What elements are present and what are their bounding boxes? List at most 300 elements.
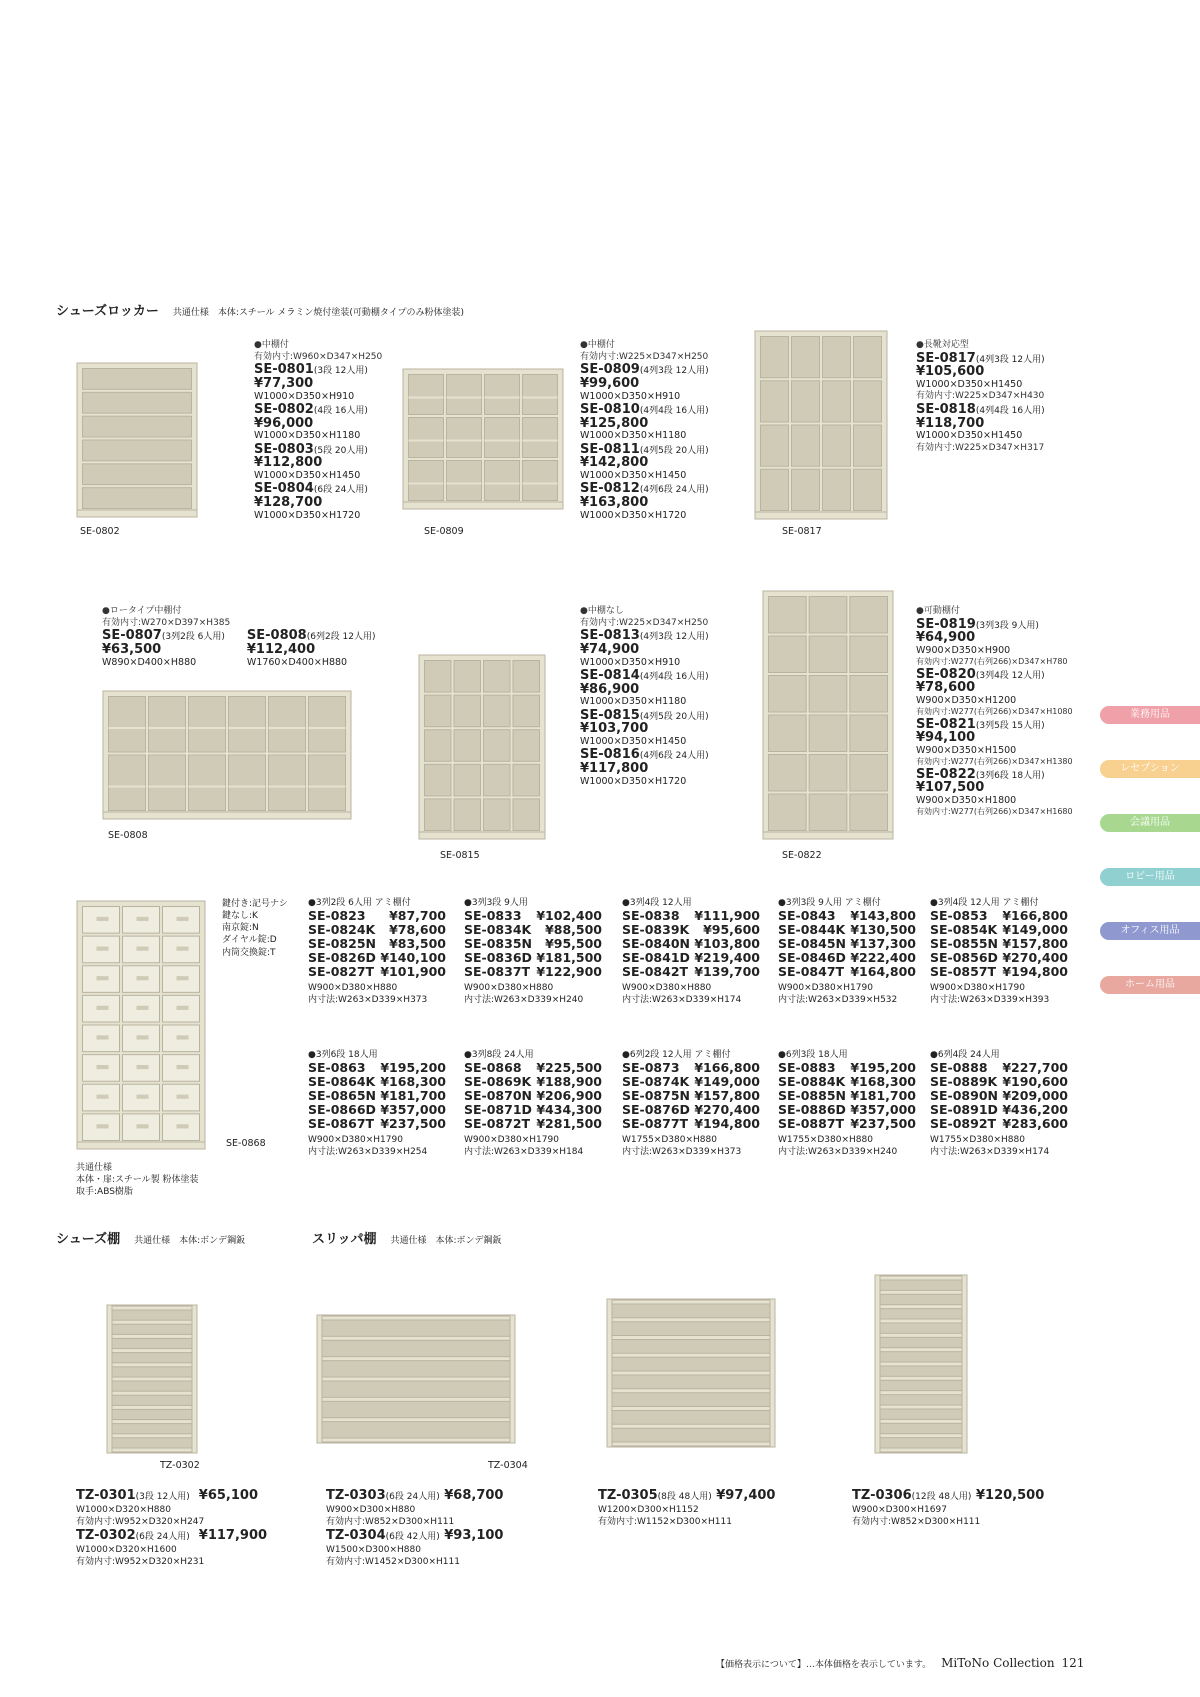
door-handle [177, 1065, 189, 1069]
door-handle [137, 1124, 149, 1128]
shelf-board [112, 1434, 192, 1438]
grid-price-row [308, 1117, 446, 1131]
product-sub: (3段 12人用) [135, 1492, 190, 1502]
product-dim: W1000×D350×H1720 [580, 509, 687, 521]
grid-item-head: ●3列6段 18人用 [308, 1050, 378, 1060]
caption-se-0817: SE-0817 [782, 526, 822, 537]
grid-item-head: ●3列8段 24人用 [464, 1050, 534, 1060]
grid-price: ¥139,700 [694, 964, 760, 980]
grid-price: ¥78,600 [389, 922, 446, 938]
door-handle [97, 1095, 109, 1099]
group-note: ●中棚付 [254, 340, 289, 350]
grid-item-head: ●3列4段 12人用 アミ棚付 [930, 898, 1039, 908]
door-handle [177, 1124, 189, 1128]
product-dim: W1000×D350×H910 [580, 656, 681, 668]
product-image-tz-0302 [106, 1304, 198, 1454]
cabinet-cell [425, 799, 452, 831]
product-sub: (4列6段 24人用) [639, 751, 709, 762]
group-se-0807-0808 [102, 606, 376, 669]
shelf-board [322, 1377, 510, 1381]
product-dim: W1000×D350×H1720 [254, 509, 361, 521]
cabinet-cell [792, 425, 820, 466]
cabinet-cell [513, 661, 540, 693]
grid-price: ¥137,300 [850, 936, 916, 952]
grid-code: SE-0846D [778, 950, 846, 966]
product-entry [916, 668, 1073, 718]
cabinet-cell [484, 764, 511, 796]
grid-code: SE-0844K [778, 922, 846, 938]
tab-home[interactable]: ホーム用品 [1100, 976, 1200, 994]
grid-price: ¥225,500 [536, 1060, 602, 1076]
door-handle [177, 1095, 189, 1099]
product-price: ¥112,800 [254, 455, 323, 471]
grid-code: SE-0841D [622, 950, 690, 966]
grid-price-row [622, 937, 760, 951]
shelf-board [112, 1405, 192, 1409]
product-price: ¥163,800 [580, 494, 649, 510]
mid-shelf [409, 440, 444, 442]
product-inner-size: 有効内寸:W277(右列266)×D347×H1380 [916, 757, 1073, 767]
product-entry [102, 629, 225, 669]
product-entry [247, 629, 376, 669]
product-entry [580, 669, 709, 709]
product-sub: (6段 42人用) [385, 1532, 440, 1543]
product-dim: W1000×D350×H1180 [580, 696, 687, 708]
mid-shelf [523, 440, 558, 442]
shelf-board [880, 1305, 962, 1309]
product-dim: W900×D300×H880 [326, 1504, 416, 1515]
product-image-se-0809 [402, 368, 564, 510]
grid-code: SE-0884K [778, 1074, 846, 1090]
shelf-board [880, 1348, 962, 1352]
cabinet-cell [854, 381, 882, 422]
shelf-board [612, 1318, 770, 1322]
caption-se-0815: SE-0815 [440, 850, 480, 861]
product-code: SE-0818 [916, 402, 976, 417]
grid-price-row [622, 1117, 760, 1131]
shelf-side-left [607, 1299, 612, 1447]
cabinet-cell [850, 794, 888, 831]
grid-price: ¥157,800 [1002, 936, 1068, 952]
cabinet-cell [809, 794, 847, 831]
product-code: SE-0811 [580, 441, 640, 457]
cabinet-cell [761, 381, 789, 422]
grid-price: ¥188,900 [536, 1074, 602, 1090]
product-price: ¥86,900 [580, 681, 640, 697]
cabinet-cell [269, 697, 306, 753]
cabinet-cell [523, 375, 558, 415]
mid-shelf [109, 727, 146, 729]
shelf-board [112, 1334, 192, 1338]
product-code: TZ-0306 [852, 1488, 912, 1503]
product-code: SE-0810 [580, 402, 640, 417]
shelf-board [880, 1362, 962, 1366]
cabinet-cell [83, 416, 192, 437]
legend-item: 南京錠:N [222, 923, 259, 934]
group-se-0819-0822 [916, 606, 1073, 818]
grid-code: SE-0843 [778, 908, 836, 924]
mid-shelf [189, 786, 226, 788]
cabinet-cell [484, 695, 511, 727]
grid-code: SE-0883 [778, 1060, 836, 1076]
grid-price-row [930, 937, 1068, 951]
grid-price-row [308, 1089, 446, 1103]
grid-code: SE-0855N [930, 936, 998, 952]
section-spec: 共通仕様 本体:ボンデ鋼鈑 [390, 1236, 502, 1246]
cabinet-cell [769, 755, 807, 792]
product-entry [76, 1488, 267, 1528]
grid-price-row [622, 909, 760, 923]
shelf-board [880, 1276, 962, 1280]
grid-price: ¥88,500 [545, 922, 602, 938]
grid-item-head: ●3列3段 9人用 [464, 898, 528, 908]
caption-se-0808: SE-0808 [108, 830, 148, 841]
cabinet-cell [769, 794, 807, 831]
mid-shelf [485, 440, 520, 442]
cabinet-cell [83, 369, 192, 390]
page-number: 121 [1061, 1656, 1085, 1670]
cabinet-cell [484, 799, 511, 831]
grid-dim: W1755×D380×H880 [930, 1135, 1025, 1146]
grid-dim: W1755×D380×H880 [778, 1135, 873, 1146]
grid-code: SE-0835N [464, 936, 532, 952]
cabinet-base [755, 512, 887, 519]
grid-code: SE-0845N [778, 936, 846, 952]
grid-price-row [930, 965, 1068, 979]
shelf-board [880, 1405, 962, 1409]
grid-inner-size: 内寸法:W263×D339×H393 [930, 994, 1050, 1005]
grid-code: SE-0865N [308, 1088, 376, 1104]
grid-price-row [464, 937, 602, 951]
grid-price-row [308, 937, 446, 951]
grid-inner-size: 内寸法:W263×D339×H240 [464, 994, 584, 1005]
product-inner-size: 有効内寸:W852×D300×H111 [326, 1516, 455, 1527]
group-inner-size: 有効内寸:W960×D347×H250 [254, 351, 383, 362]
grid-price: ¥181,700 [850, 1088, 916, 1104]
product-price: ¥118,700 [916, 415, 985, 431]
product-pair [102, 629, 376, 669]
product-image-se-0868 [76, 900, 206, 1150]
product-sub: (6段 24人用) [135, 1532, 190, 1543]
grid-price: ¥143,800 [850, 908, 916, 924]
product-price: ¥74,900 [580, 642, 640, 658]
door-handle [97, 1035, 109, 1039]
tab-kaigi[interactable]: 会議用品 [1100, 814, 1200, 832]
grid-price: ¥436,200 [1002, 1102, 1068, 1118]
cabinet-cell [769, 676, 807, 713]
section-title-shoes-locker [56, 300, 464, 319]
product-dim: W1000×D350×H1450 [916, 378, 1023, 390]
tz-column-1 [76, 1488, 267, 1569]
shelf-board [112, 1420, 192, 1424]
product-entry [580, 629, 709, 669]
product-dim: W1200×D300×H1152 [598, 1504, 699, 1515]
cabinet-cell [761, 425, 789, 466]
grid-price-row [622, 923, 760, 937]
grid-code: SE-0870N [464, 1088, 532, 1104]
grid-code: SE-0842T [622, 964, 689, 980]
product-price: ¥117,900 [198, 1528, 268, 1544]
door-handle [137, 946, 149, 950]
product-dim: W1000×D350×H1450 [580, 735, 687, 747]
product-dim: W900×D350×H1200 [916, 694, 1017, 706]
grid-item-head: ●6列3段 18人用 [778, 1050, 848, 1060]
mid-shelf [149, 786, 186, 788]
door-handle [97, 1006, 109, 1010]
grid-price: ¥357,000 [850, 1102, 916, 1118]
door-handle [137, 976, 149, 980]
cabinet-cell [109, 697, 146, 753]
shelf-board [112, 1306, 192, 1310]
tab-lobby[interactable]: ロビー用品 [1100, 868, 1200, 886]
grid-price: ¥270,400 [694, 1102, 760, 1118]
grid-price: ¥101,900 [380, 964, 446, 980]
mid-shelf [485, 483, 520, 485]
grid-price-row [622, 1061, 760, 1075]
product-entry [598, 1488, 775, 1528]
product-sub: (4列3段 12人用) [639, 366, 709, 377]
product-dim: W890×D400×H880 [102, 656, 197, 668]
grid-price: ¥270,400 [1002, 950, 1068, 966]
product-sub: (3列5段 15人用) [975, 720, 1045, 731]
product-code: SE-0808 [246, 628, 307, 644]
product-code: SE-0813 [580, 628, 640, 644]
cabinet-cell [447, 461, 482, 501]
grid-price: ¥181,500 [536, 950, 602, 966]
product-code: TZ-0301 [76, 1488, 136, 1503]
product-dim: W900×D350×H1500 [916, 745, 1017, 756]
grid-code: SE-0872T [464, 1116, 531, 1132]
shelf-board [612, 1442, 770, 1446]
grid-price-row [778, 1117, 916, 1131]
grid-code: SE-0864K [308, 1074, 376, 1090]
group-se-0801-0804 [254, 340, 382, 522]
product-sub: (3列2段 6人用) [161, 632, 225, 643]
grid-code: SE-0891D [930, 1102, 998, 1118]
cabinet-cell [792, 337, 820, 378]
shelf-side-left [875, 1275, 880, 1453]
grid-code: SE-0837T [464, 964, 531, 980]
shelf-board [112, 1448, 192, 1452]
product-price: ¥77,300 [254, 376, 314, 392]
product-price: ¥125,800 [580, 415, 649, 431]
grid-price: ¥168,300 [380, 1074, 446, 1090]
mid-shelf [229, 786, 266, 788]
product-sub: (4列4段 16人用) [639, 672, 709, 682]
grid-code: SE-0825N [308, 936, 376, 952]
locker-grid-item [622, 1050, 770, 1158]
grid-price-row [930, 923, 1068, 937]
cabinet-cell [792, 381, 820, 422]
product-entry [852, 1488, 1044, 1528]
grid-dim: W900×D380×H880 [308, 983, 398, 994]
product-price: ¥96,000 [254, 415, 314, 431]
product-entry [580, 363, 709, 403]
cabinet-cell [485, 375, 520, 415]
product-entry [326, 1488, 503, 1528]
product-inner-size: 有効内寸:W1152×D300×H111 [598, 1516, 732, 1527]
cabinet-cell [523, 418, 558, 458]
grid-price: ¥157,800 [694, 1088, 760, 1104]
grid-code: SE-0847T [778, 964, 845, 980]
product-code: SE-0809 [580, 362, 640, 378]
grid-price: ¥95,500 [545, 936, 602, 952]
grid-inner-size: 内寸法:W263×D339×H532 [778, 994, 898, 1005]
product-inner-size: 有効内寸:W852×D300×H111 [852, 1516, 981, 1527]
cabinet-cell [513, 730, 540, 762]
grid-price-row [308, 965, 446, 979]
shelf-board [880, 1333, 962, 1337]
product-inner-size: 有効内寸:W952×D320×H247 [76, 1516, 205, 1527]
group-note: ●ロータイプ中棚付 [102, 606, 182, 616]
grid-price: ¥222,400 [850, 950, 916, 966]
grid-price-row [464, 1075, 602, 1089]
product-inner-size: 有効内寸:W277(右列266)×D347×H1080 [916, 707, 1073, 717]
grid-price-row [778, 923, 916, 937]
product-code: SE-0803 [254, 441, 314, 457]
door-handle [137, 1035, 149, 1039]
tz-column-3 [598, 1488, 775, 1528]
tab-reception[interactable]: レセプション [1100, 760, 1200, 778]
grid-price-row [778, 1075, 916, 1089]
product-code: SE-0821 [916, 716, 976, 732]
cabinet-cell [823, 425, 851, 466]
product-image-se-0802 [76, 362, 198, 518]
tab-office[interactable]: オフィス用品 [1100, 922, 1200, 940]
footer-note: 【価格表示について】…本体価格を表示しています。 [716, 1660, 932, 1670]
product-sub: (3列6段 18人用) [975, 770, 1045, 781]
product-price: ¥65,100 [198, 1488, 258, 1503]
grid-price-row [308, 1061, 446, 1075]
grid-price-row [308, 909, 446, 923]
product-price: ¥117,800 [580, 760, 649, 776]
grid-price-row [622, 1089, 760, 1103]
grid-price: ¥227,700 [1002, 1060, 1068, 1076]
mid-shelf [189, 727, 226, 729]
product-code: SE-0820 [916, 666, 976, 682]
grid-price: ¥237,500 [380, 1116, 446, 1132]
cabinet-base [77, 1142, 205, 1149]
cabinet-cell [409, 375, 444, 415]
product-price: ¥112,400 [246, 642, 316, 658]
cabinet-cell [425, 764, 452, 796]
grid-inner-size: 内寸法:W263×D339×H174 [930, 1146, 1050, 1157]
cabinet-cell [850, 715, 888, 752]
product-inner-size: 有効内寸:W225×D347×H430 [916, 391, 1045, 402]
grid-price-row [308, 1075, 446, 1089]
locker-grid-item [930, 1050, 1078, 1158]
product-sub: (6段 24人用) [313, 485, 368, 496]
cabinet-cell [447, 375, 482, 415]
product-dim: W1760×D400×H880 [246, 656, 348, 668]
tz-column-4 [852, 1488, 1044, 1528]
product-entry [916, 768, 1073, 818]
product-dim: W900×D350×H900 [916, 644, 1011, 656]
door-handle [137, 1095, 149, 1099]
product-entry [916, 352, 1045, 403]
product-entry [580, 709, 709, 749]
product-sub: (4列4段 16人用) [639, 406, 709, 416]
product-price: ¥99,600 [580, 376, 640, 392]
product-price: ¥103,700 [580, 721, 649, 737]
cabinet-cell [484, 661, 511, 693]
grid-code: SE-0840N [622, 936, 690, 952]
cabinet-cell [83, 488, 192, 509]
shelf-board [612, 1424, 770, 1428]
tab-gyomu[interactable]: 業務用品 [1100, 706, 1200, 724]
footer-brand: MiToNo Collection [941, 1656, 1055, 1670]
product-dim: W1000×D320×H880 [76, 1504, 171, 1515]
product-sub: (6段 24人用) [385, 1492, 440, 1502]
locker-grid-item [930, 898, 1078, 1006]
grid-price-row [308, 951, 446, 965]
grid-price: ¥195,200 [380, 1060, 446, 1076]
mid-shelf [409, 483, 444, 485]
section-title-text: シューズ棚 [56, 1232, 121, 1247]
grid-dim: W900×D380×H880 [622, 983, 712, 994]
cabinet-cell [109, 755, 146, 811]
grid-code: SE-0824K [308, 922, 376, 938]
product-dim: W1000×D350×H1450 [254, 469, 361, 481]
grid-code: SE-0874K [622, 1074, 690, 1090]
grid-code: SE-0885N [778, 1088, 846, 1104]
mid-shelf [523, 483, 558, 485]
product-entry [76, 1528, 267, 1568]
locker-grid-item [778, 898, 926, 1006]
grid-code: SE-0834K [464, 922, 532, 938]
mid-shelf [485, 397, 520, 399]
product-sub: (3列3段 9人用) [975, 620, 1039, 631]
product-entry [916, 403, 1045, 454]
product-entry [254, 482, 382, 522]
section-title-shoes-shelf [56, 1228, 245, 1247]
grid-inner-size: 内寸法:W263×D339×H184 [464, 1146, 584, 1157]
group-note: ●可動棚付 [916, 606, 960, 616]
cabinet-cell [823, 469, 851, 510]
grid-item-head: ●6列4段 24人用 [930, 1050, 1000, 1060]
product-code: SE-0819 [916, 616, 976, 632]
grid-inner-size: 内寸法:W263×D339×H240 [778, 1146, 898, 1157]
grid-code: SE-0823 [308, 908, 366, 924]
product-dim: W1000×D350×H1180 [580, 430, 687, 442]
grid-code: SE-0826D [308, 950, 376, 966]
grid-code: SE-0888 [930, 1060, 988, 1076]
group-se-0813-0816 [580, 606, 709, 788]
product-price: ¥78,600 [916, 680, 976, 696]
grid-price: ¥434,300 [536, 1102, 602, 1118]
grid-dim: W900×D380×H1790 [930, 983, 1025, 994]
cabinet-cell [792, 469, 820, 510]
group-note: ●長靴対応型 [916, 340, 969, 350]
cabinet-base [103, 812, 351, 819]
grid-price: ¥111,900 [694, 908, 760, 924]
product-price: ¥107,500 [916, 780, 985, 796]
grid-price-row [778, 1061, 916, 1075]
product-image-se-0822 [762, 590, 894, 840]
grid-price-row [622, 951, 760, 965]
locker-grid-item [464, 1050, 612, 1158]
grid-item-head: ●3列4段 12人用 [622, 898, 692, 908]
product-dim: W1000×D320×H1600 [76, 1545, 177, 1556]
group-inner-size: 有効内寸:W225×D347×H250 [580, 617, 709, 628]
cabinet-cell [809, 676, 847, 713]
product-inner-size: 有効内寸:W277(右列266)×D347×H780 [916, 657, 1068, 667]
grid-price-row [464, 1061, 602, 1075]
grid-price: ¥195,200 [850, 1060, 916, 1076]
product-dim: W900×D350×H1800 [916, 795, 1017, 807]
door-handle [137, 917, 149, 921]
grid-price: ¥194,800 [1002, 964, 1068, 980]
